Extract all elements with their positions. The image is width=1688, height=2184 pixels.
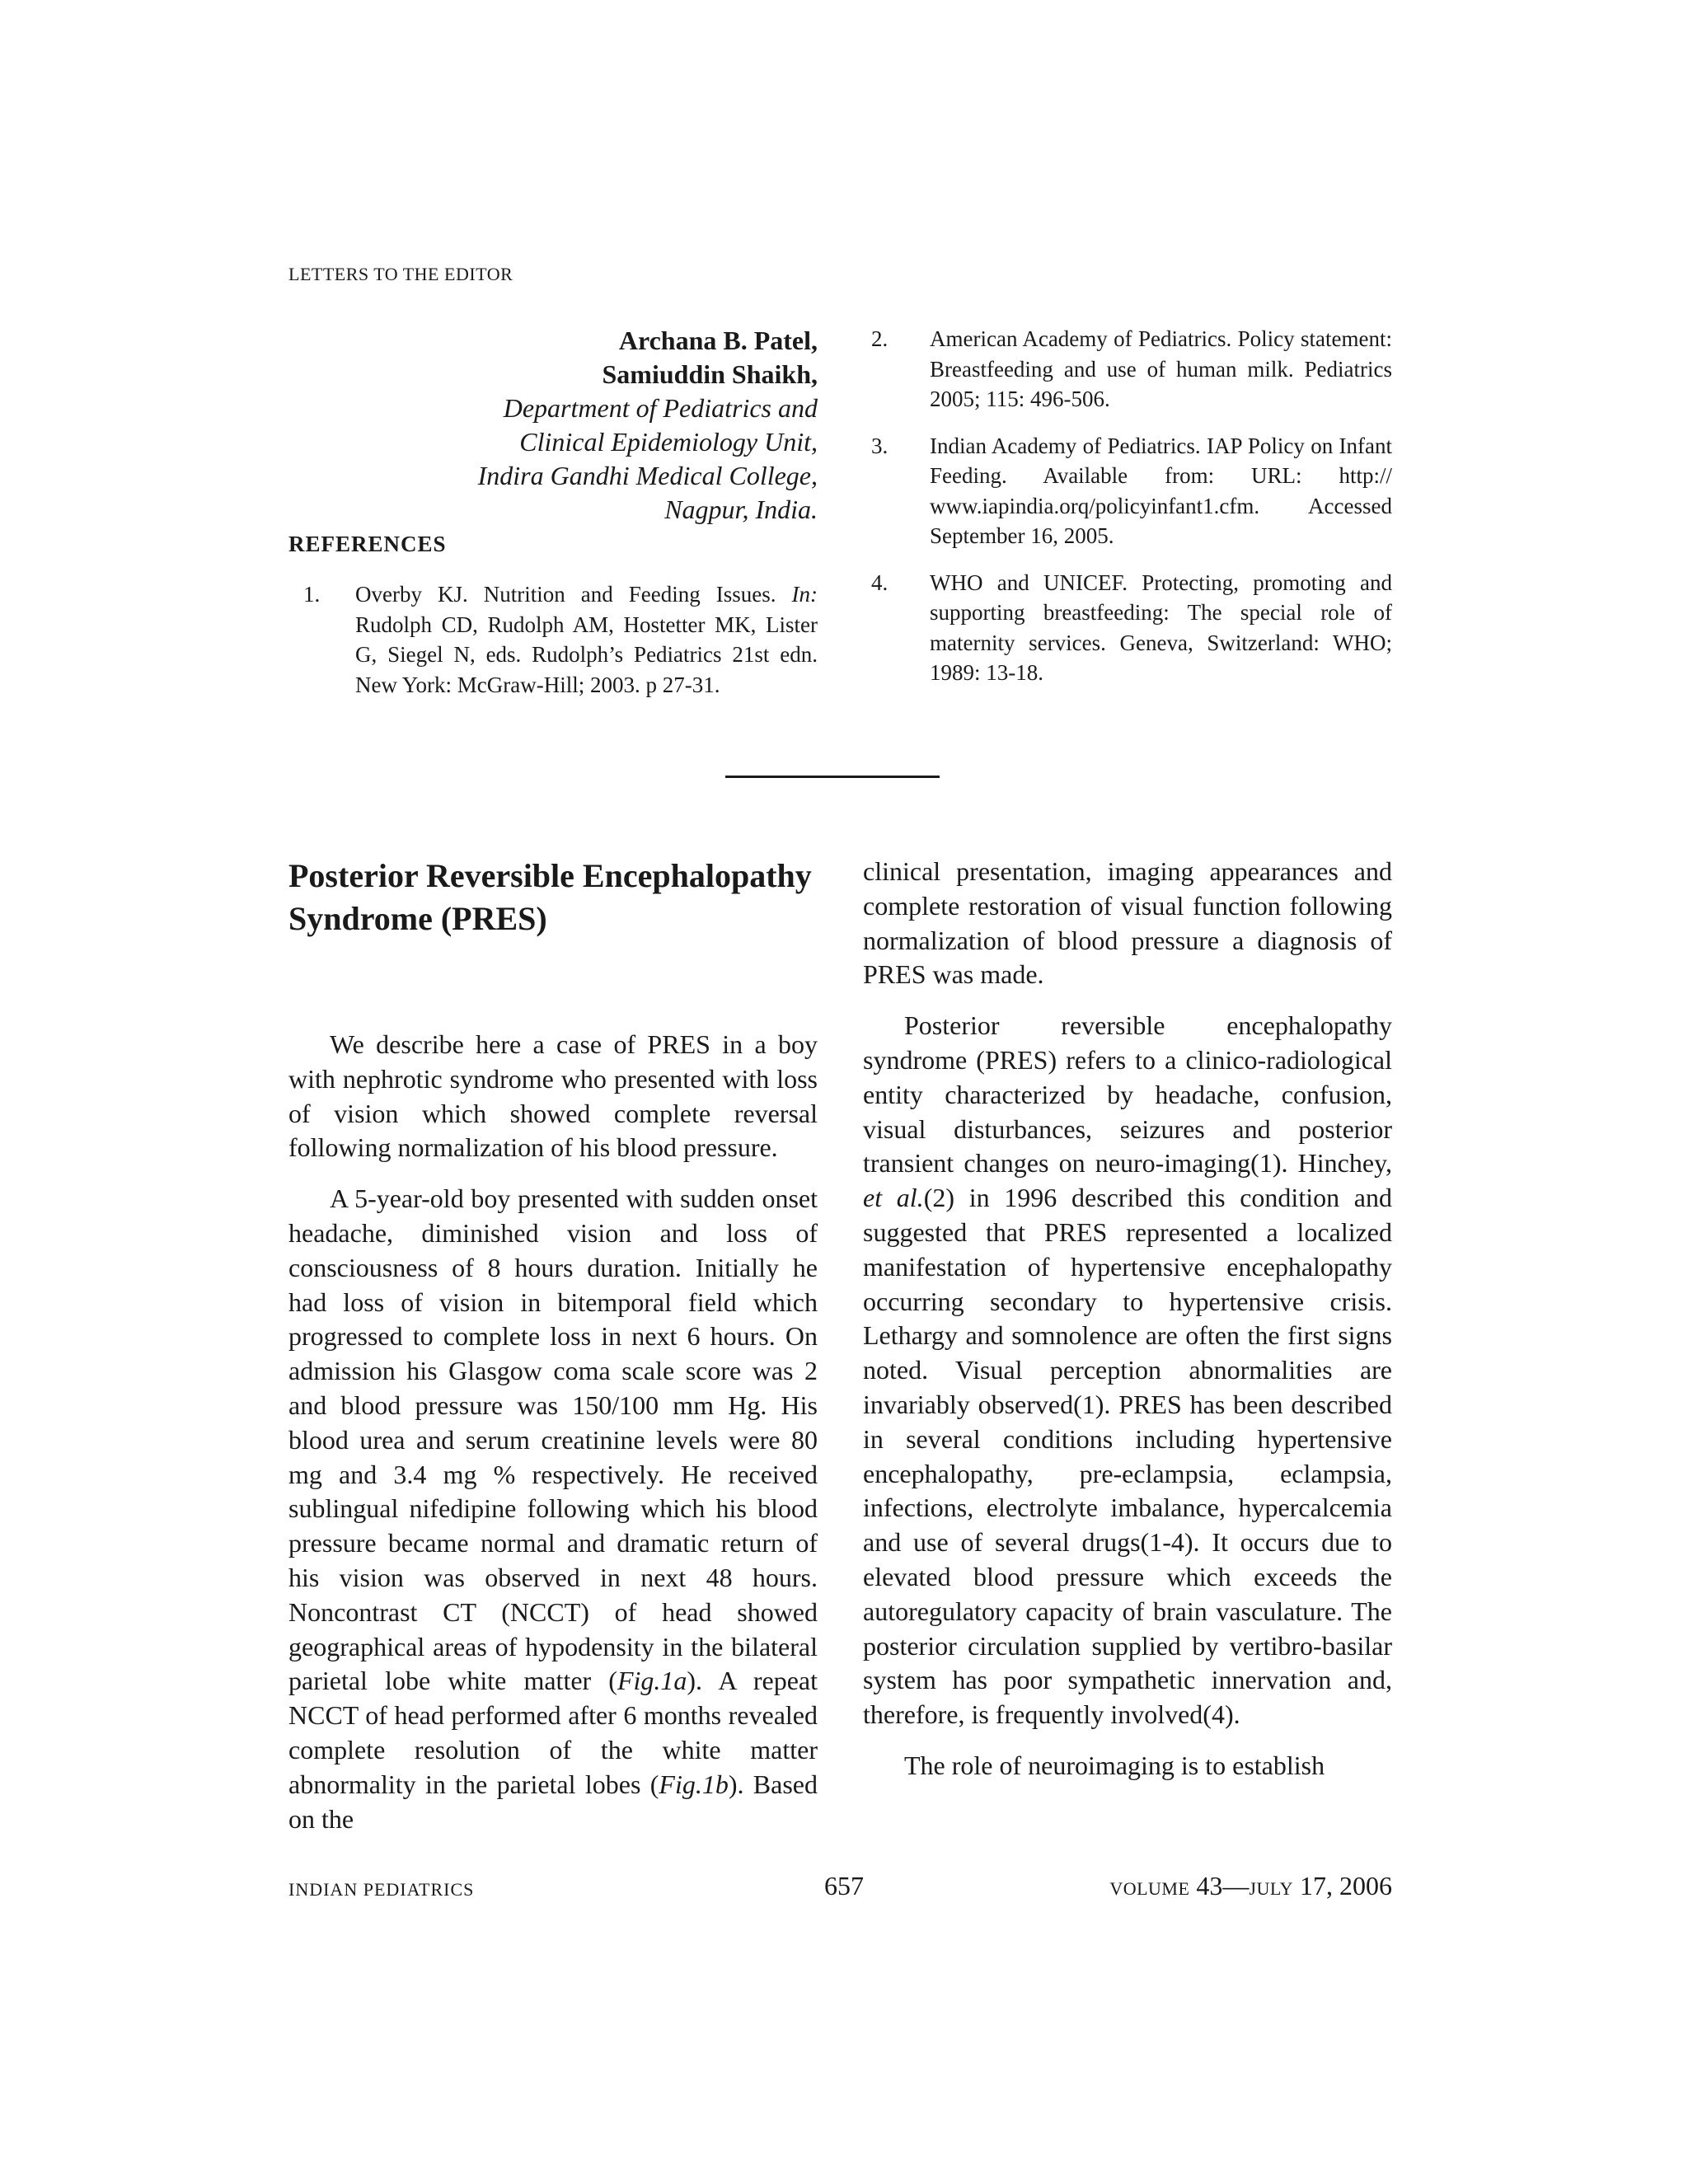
reference-item (288, 579, 818, 700)
affiliation-line: Indira Gandhi Medical College, (477, 461, 818, 490)
page-footer (288, 1871, 1392, 1904)
reference-number: 1. (303, 582, 321, 607)
reference-text: WHO and UNICEF. Protecting, promoting and supporting breastfeeding: The special role of maternity services. Geneva, Switzerland: WHO; 1989: 13-18. (930, 569, 1392, 685)
issue-date: 17, 2006 (1300, 1871, 1392, 1900)
affiliation-line: Department of Pediatrics and (503, 393, 818, 423)
author-name: Archana B. Patel, (618, 326, 818, 355)
author-name: Samiuddin Shaikh, (602, 359, 818, 389)
reference-item (863, 568, 1392, 688)
reference-number: 3. (871, 433, 889, 458)
article-title: Posterior Reversible Encephalopathy Syndrome (PRES) (288, 857, 812, 937)
body-text-run: ). Based on the (288, 1769, 818, 1834)
journal-name: INDIAN PEDIATRICS (288, 1879, 475, 1900)
reference-number: 4. (871, 569, 889, 595)
reference-text: American Academy of Pediatrics. Policy statement: Breastfeeding and use of human milk. Pediatrics 2005; 115: 496-506. (930, 326, 1392, 411)
body-paragraph: We describe here a case of PRES in a boy with nephrotic syndrome who presented with loss of vision which showed complete reversal following normalization of his blood pressure. (288, 1029, 818, 1163)
section-divider (725, 776, 940, 778)
references-heading: REFERENCES (288, 532, 447, 556)
volume-date (1109, 1871, 1392, 1901)
et-al-italic: et al. (863, 1183, 924, 1213)
body-text-run: Posterior reversible encephalopathy syndrome (PRES) refers to a clinico-radiological entity characterized by headache, confusion, visual disturbances, seizures and posterior transient changes on neuro-imaging(1). Hinchey, (863, 1010, 1392, 1179)
figure-ref-1a: Fig.1a (617, 1666, 687, 1696)
issue-month: JULY (1249, 1878, 1293, 1899)
volume-dash: — (1222, 1871, 1250, 1900)
body-paragraph (288, 1182, 818, 1836)
reference-text-italic: In: (791, 582, 818, 607)
author-block (288, 324, 818, 527)
body-text-run: A 5-year-old boy presented with sudden onset headache, diminished vision and loss of consciousness of 8 hours duration. Initially he had loss of vision in bitemporal field which progressed to complete loss in next 6 hours. On admission his Glasgow coma scale score was 2 and blood pressure was 150/100 mm Hg. His blood urea and serum creatinine levels were 80 mg and 3.4 mg % respectively. He received sublingual nifedipine following which his blood pressure became normal and dramatic return of his vision was observed in next 48 hours. Noncontrast CT (NCCT) of head showed geographical areas of hypodensity in the bilateral parietal lobe white matter ( (288, 1183, 818, 1696)
running-head: LETTERS TO THE EDITOR (288, 264, 513, 284)
reference-text: Rudolph CD, Rudolph AM, Hostetter MK, Lister G, Siegel N, eds. Rudolph’s Pediatrics 21st edn. New York: McGraw-Hill; 2003. p 27-31. (355, 612, 818, 697)
body-text-run: ). A repeat NCCT of head performed after 6 months revealed complete resolution of the white matter abnormality in the parietal lobes ( (288, 1666, 818, 1799)
page-number: 657 (824, 1871, 864, 1900)
affiliation-line: Clinical Epidemiology Unit, (519, 427, 818, 457)
article-body-left (288, 1028, 818, 1853)
references-list-right (863, 324, 1392, 705)
body-text-run: (2) in 1996 described this condition and suggested that PRES represented a localized manifestation of hypertensive encephalopathy occurring secondary to hypertensive crisis. Lethargy and somnolence are often the first signs noted. Visual perception abnormalities are invariably observed(1). PRES has been described in several conditions including hypertensive encephalopathy, pre-eclampsia, eclampsia, infections, electrolyte imbalance, hypercalcemia and use of several drugs(1-4). It occurs due to elevated blood pressure which exceeds the autoregulatory capacity of brain vasculature. The posterior circulation supplied by vertibro-basilar system has poor sympathetic innervation and, therefore, is frequently involved(4). (863, 1183, 1393, 1730)
reference-text: Overby KJ. Nutrition and Feeding Issues. (355, 582, 792, 607)
article-body-right (863, 855, 1392, 1800)
reference-item (863, 431, 1392, 551)
references-list-left (288, 579, 818, 716)
reference-item (863, 324, 1392, 415)
reference-number: 2. (871, 326, 889, 351)
affiliation-line: Nagpur, India. (664, 494, 818, 524)
body-paragraph (863, 1009, 1392, 1732)
volume-number: 43 (1196, 1871, 1223, 1900)
body-paragraph: clinical presentation, imaging appearances and complete restoration of visual function following normalization of blood pressure a diagnosis of PRES was made. (863, 856, 1392, 990)
reference-text: Indian Academy of Pediatrics. IAP Policy on Infant Feeding. Available from: URL: http:// www.iapindia.orq/policyinfant1.cfm. Accessed September 16, 2005. (930, 433, 1392, 548)
body-paragraph: The role of neuroimaging is to establish (904, 1750, 1325, 1780)
figure-ref-1b: Fig.1b (659, 1769, 729, 1799)
volume-label: VOLUME (1109, 1878, 1190, 1899)
